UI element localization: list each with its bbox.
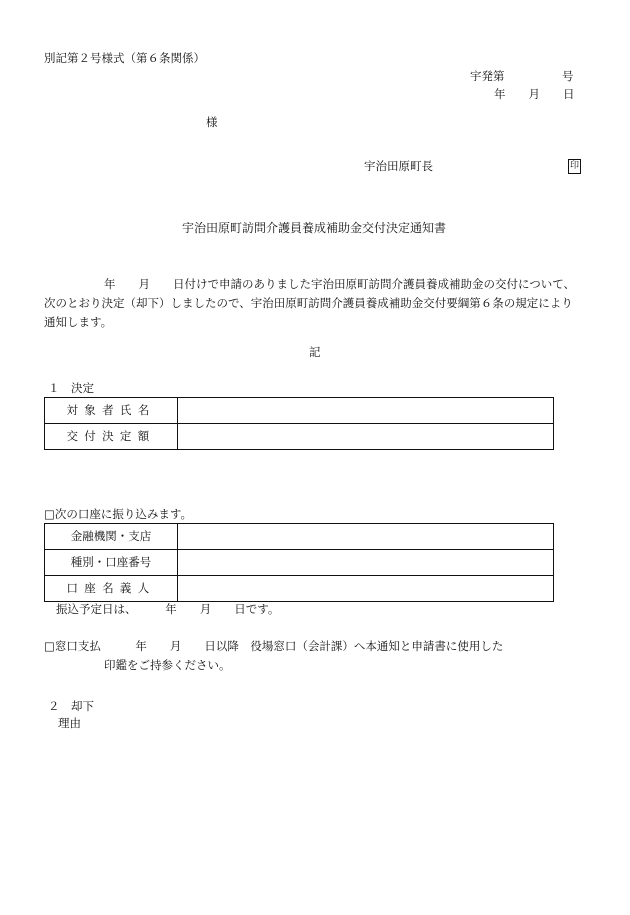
seal-mark bbox=[568, 158, 581, 174]
value-recipient-name[interactable] bbox=[178, 398, 554, 424]
decision-table bbox=[44, 397, 554, 450]
table-row bbox=[45, 550, 554, 576]
value-grant-amount[interactable] bbox=[178, 424, 554, 450]
label-bank-branch: 金融機関・支店 bbox=[45, 524, 178, 550]
section1-heading: １ 決定 bbox=[48, 381, 94, 395]
issuer-name: 宇治田原町長 bbox=[364, 159, 433, 173]
ki-marker: 記 bbox=[309, 345, 321, 359]
value-bank-branch[interactable] bbox=[178, 524, 554, 550]
issue-date: 年 月 日 bbox=[494, 87, 575, 101]
window-payment-line-1: □窓口支払 年 月 日以降 役場窓口（会計課）へ本通知と申請書に使用した bbox=[44, 639, 504, 653]
label-account-holder: 口座名義人 bbox=[45, 576, 178, 602]
table-row bbox=[45, 524, 554, 550]
body-line-2: 次のとおり決定（却下）しましたので、宇治田原町訪問介護員養成補助金交付要綱第６条の規定により bbox=[44, 296, 573, 310]
transfer-schedule: 振込予定日は、 年 月 日です。 bbox=[56, 602, 280, 616]
table-row bbox=[45, 398, 554, 424]
label-recipient-name: 対象者氏名 bbox=[45, 398, 178, 424]
label-account-number: 種別・口座番号 bbox=[45, 550, 178, 576]
section2-heading: ２ 却下 bbox=[48, 699, 94, 713]
account-table bbox=[44, 523, 554, 602]
body-paragraph bbox=[44, 275, 592, 332]
label-grant-amount: 交付決定額 bbox=[45, 424, 178, 450]
transfer-heading: □次の口座に振り込みます。 bbox=[44, 507, 192, 521]
document-title: 宇治田原町訪問介護員養成補助金交付決定通知書 bbox=[182, 221, 447, 235]
window-payment-line-2: 印鑑をご持参ください。 bbox=[104, 658, 231, 672]
table-row bbox=[45, 424, 554, 450]
addressee-suffix: 様 bbox=[206, 115, 218, 129]
value-account-holder[interactable] bbox=[178, 576, 554, 602]
value-account-number[interactable] bbox=[178, 550, 554, 576]
seal-box: 印 bbox=[568, 159, 581, 174]
body-line-1: 年 月 日付けで申請のありました宇治田原町訪問介護員養成補助金の交付について、 bbox=[104, 277, 576, 291]
body-line-3: 通知します。 bbox=[44, 315, 113, 329]
reason-label: 理由 bbox=[58, 716, 81, 730]
table-row bbox=[45, 576, 554, 602]
form-number: 別記第２号様式（第６条関係） bbox=[44, 51, 205, 65]
document-number: 宇発第 号 bbox=[470, 69, 574, 83]
